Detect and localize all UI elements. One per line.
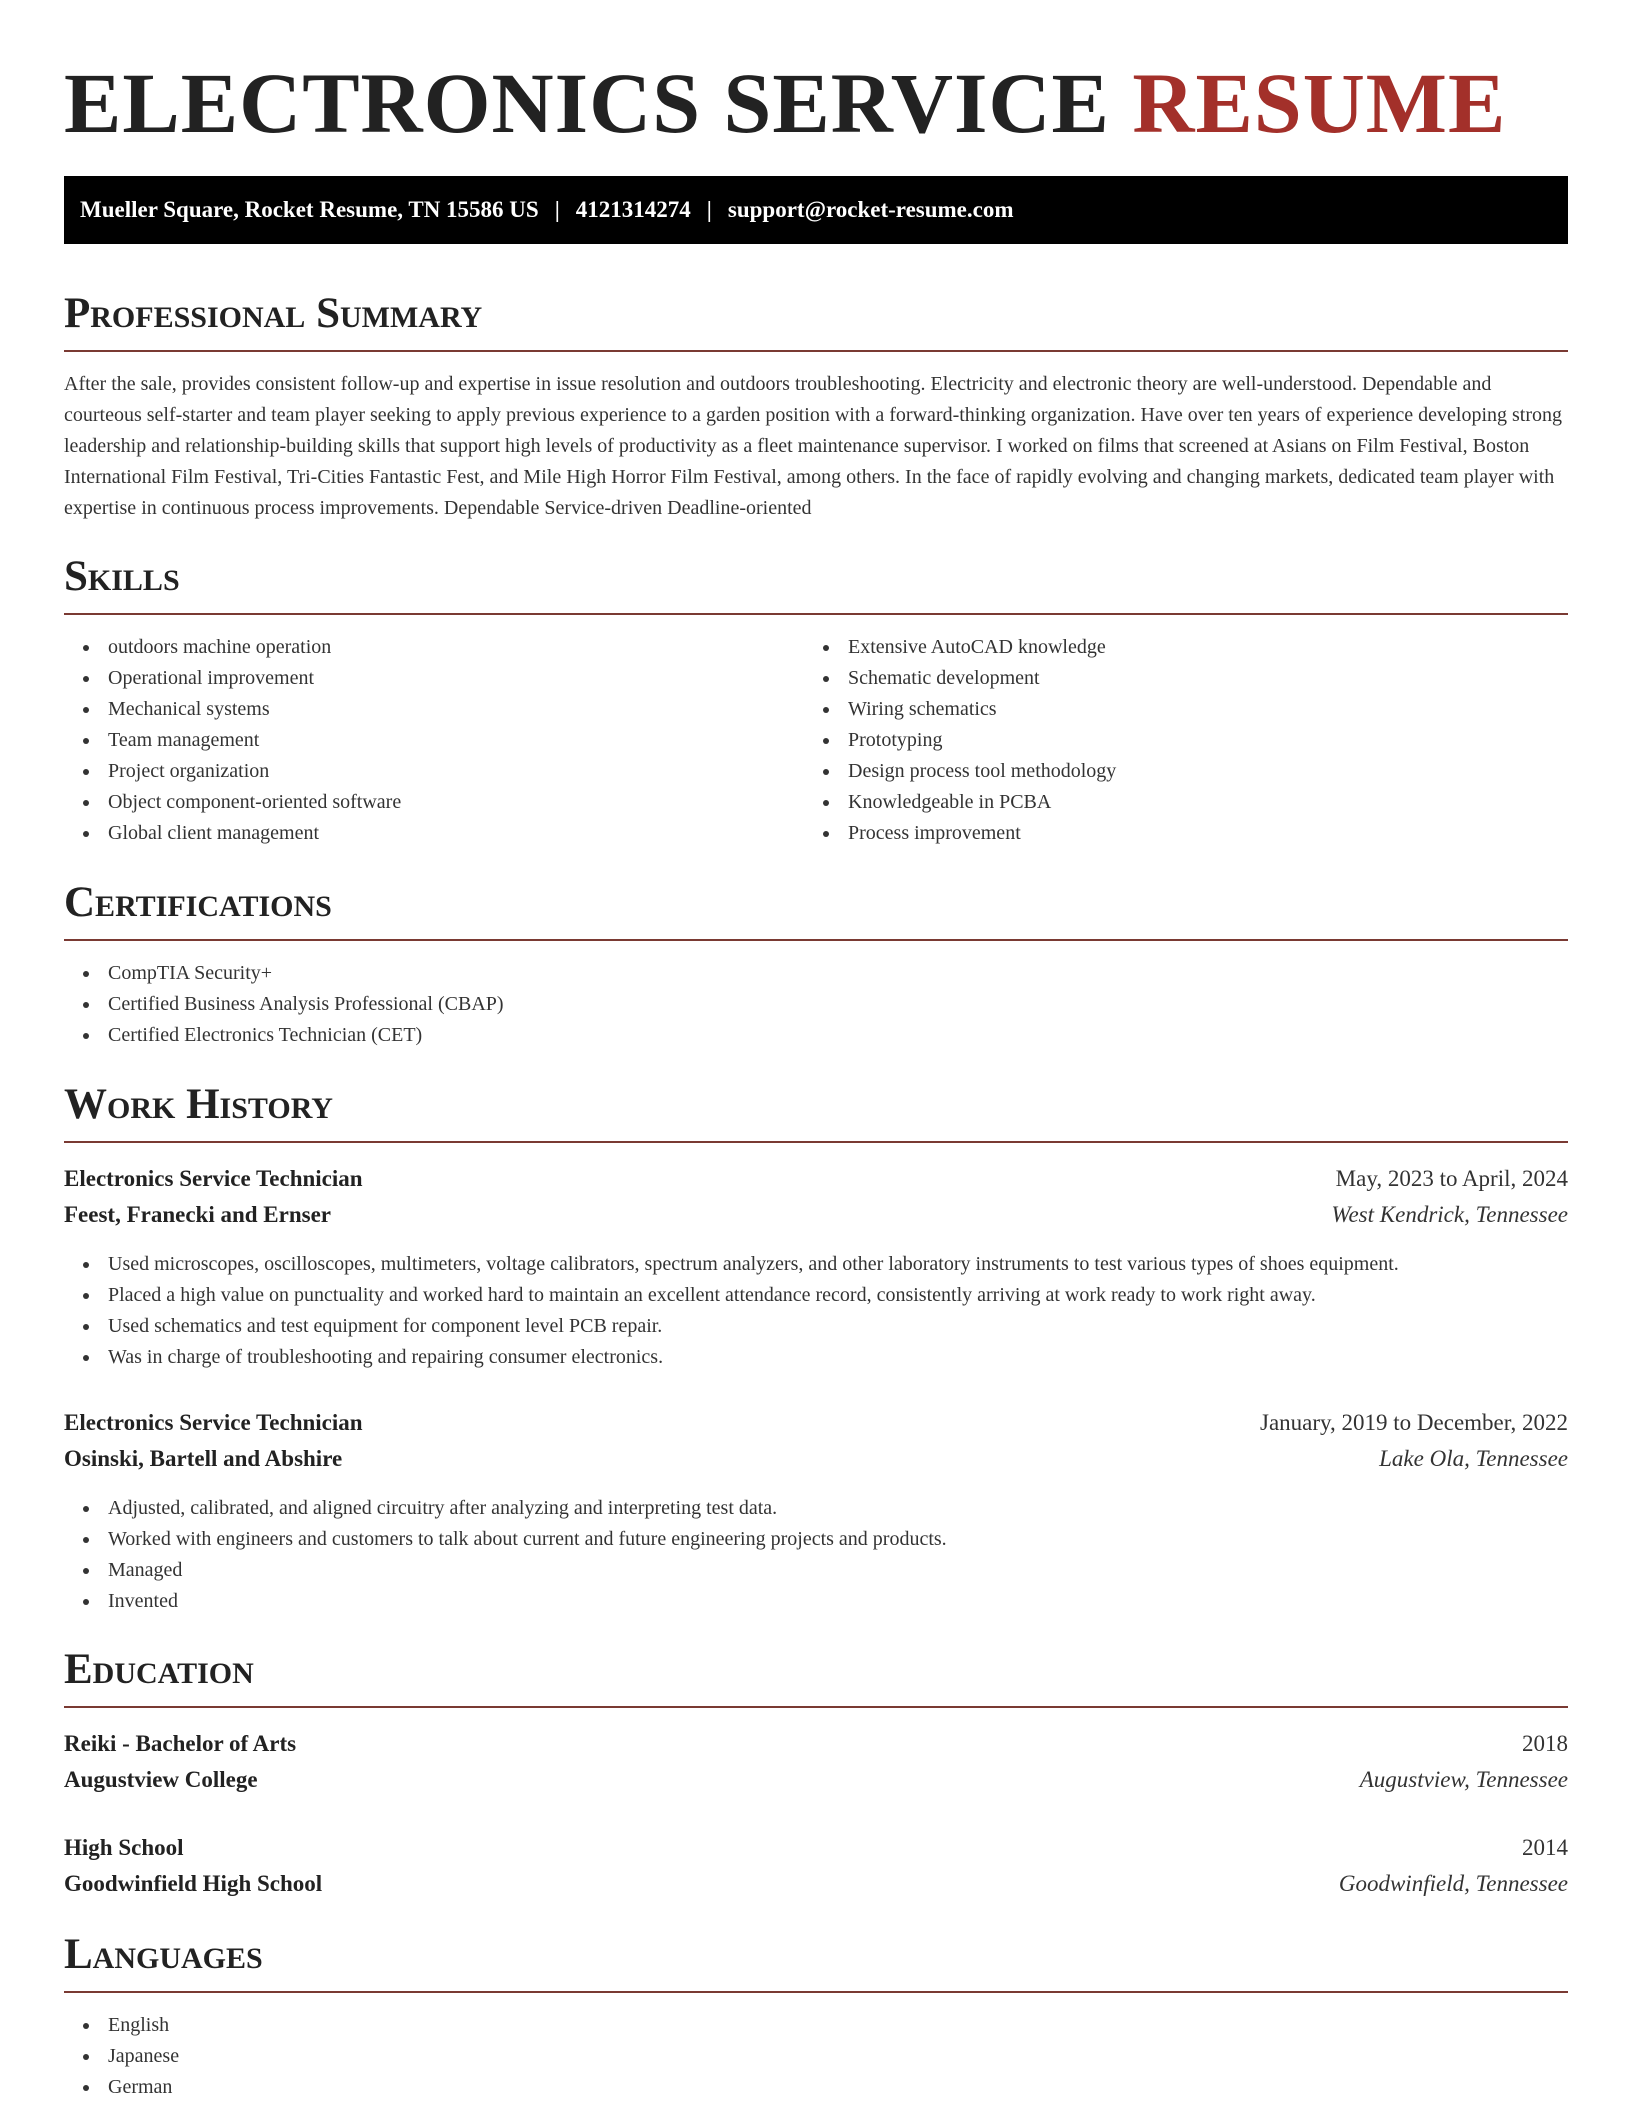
- job-bullet: Was in charge of troubleshooting and repairing consumer electronics.: [64, 1342, 1399, 1373]
- languages-list: [64, 2010, 179, 2103]
- section-divider: [64, 1706, 1568, 1708]
- certifications-list: [64, 958, 504, 1051]
- job-location: West Kendrick, Tennessee: [1331, 1202, 1568, 1227]
- skill-item: Team management: [64, 725, 401, 756]
- section-divider: [64, 939, 1568, 941]
- title-main: ELECTRONICS SERVICE: [64, 55, 1110, 151]
- job-bullet: Used microscopes, oscilloscopes, multimeters, voltage calibrators, spectrum analyzers, and other laboratory instruments to test various types of shoes equipment.: [64, 1249, 1399, 1280]
- education-location: Augustview, Tennessee: [1359, 1767, 1568, 1792]
- job-company: Osinski, Bartell and Abshire: [64, 1446, 343, 1471]
- section-divider: [64, 613, 1568, 615]
- summary-heading: Professional Summary: [64, 290, 483, 337]
- education-heading: Education: [64, 1646, 254, 1693]
- certifications-heading: Certifications: [64, 879, 332, 926]
- job-header: [64, 1405, 1568, 1441]
- education-year: 2018: [1522, 1731, 1568, 1756]
- education-degree: Reiki - Bachelor of Arts: [64, 1731, 297, 1756]
- job-bullet: Worked with engineers and customers to talk about current and future engineering projects and products.: [64, 1524, 947, 1555]
- education-header: [64, 1830, 1568, 1866]
- job-employer-row: [64, 1441, 1568, 1477]
- language-item: English: [64, 2010, 179, 2041]
- job-bullet: Placed a high value on punctuality and worked hard to maintain an excellent attendance record, consistently arriving at work ready to work right away.: [64, 1280, 1399, 1311]
- job-employer-row: [64, 1197, 1568, 1233]
- skill-item: Project organization: [64, 756, 401, 787]
- job-location: Lake Ola, Tennessee: [1379, 1446, 1568, 1471]
- job-bullets: [64, 1493, 947, 1617]
- education-school: Goodwinfield High School: [64, 1871, 323, 1896]
- languages-heading: Languages: [64, 1931, 263, 1978]
- skill-item: Object component-oriented software: [64, 787, 401, 818]
- language-item: Japanese: [64, 2041, 179, 2072]
- title-accent: RESUME: [1132, 55, 1507, 151]
- contact-separator: |: [706, 197, 712, 222]
- section-divider: [64, 1141, 1568, 1143]
- job-title: Electronics Service Technician: [64, 1410, 363, 1435]
- contact-phone[interactable]: 4121314274: [575, 197, 691, 222]
- skill-item: Operational improvement: [64, 663, 401, 694]
- job-title: Electronics Service Technician: [64, 1166, 363, 1191]
- job-dates: May, 2023 to April, 2024: [1335, 1166, 1568, 1191]
- job-dates: January, 2019 to December, 2022: [1260, 1410, 1568, 1435]
- job-bullet: Adjusted, calibrated, and aligned circuitry after analyzing and interpreting test data.: [64, 1493, 947, 1524]
- contact-separator: |: [554, 197, 560, 222]
- skill-item: Global client management: [64, 818, 401, 849]
- job-bullet: Invented: [64, 1586, 947, 1617]
- skill-item: Design process tool methodology: [804, 756, 1116, 787]
- skill-item: outdoors machine operation: [64, 632, 401, 663]
- skill-item: Extensive AutoCAD knowledge: [804, 632, 1116, 663]
- skill-item: Wiring schematics: [804, 694, 1116, 725]
- skill-item: Prototyping: [804, 725, 1116, 756]
- contact-bar: [64, 176, 1568, 244]
- education-degree: High School: [64, 1835, 184, 1860]
- job-company: Feest, Franecki and Ernser: [64, 1202, 332, 1227]
- job-bullet: Managed: [64, 1555, 947, 1586]
- education-school-row: [64, 1866, 1568, 1902]
- work-history-heading: Work History: [64, 1081, 333, 1128]
- education-location: Goodwinfield, Tennessee: [1338, 1871, 1568, 1896]
- skills-heading: Skills: [64, 553, 180, 600]
- skill-item: Knowledgeable in PCBA: [804, 787, 1116, 818]
- education-school: Augustview College: [64, 1767, 258, 1792]
- skill-item: Mechanical systems: [64, 694, 401, 725]
- contact-email[interactable]: support@rocket-resume.com: [727, 197, 1014, 222]
- education-year: 2014: [1522, 1835, 1568, 1860]
- section-divider: [64, 1991, 1568, 1993]
- education-header: [64, 1726, 1568, 1762]
- skills-list-right: [804, 632, 1116, 849]
- resume-title: [64, 52, 1506, 155]
- language-item: German: [64, 2072, 179, 2103]
- job-bullets: [64, 1249, 1399, 1373]
- summary-text: After the sale, provides consistent follow-up and expertise in issue resolution and outdoors troubleshooting. Electricity and electronic theory are well-understood. Dependable and courteous self-starter and team player seeking to apply previous experience to a garden position with a forward-thinking organization. Have over ten years of experience developing strong leadership and relationship-building skills that support high levels of productivity as a fleet maintenance supervisor. I worked on films that screened at Asians on Film Festival, Boston International Film Festival, Tri-Cities Fantastic Fest, and Mile High Horror Film Festival, among others. In the face of rapidly evolving and changing markets, dedicated team player with expertise in continuous process improvements. Dependable Service-driven Deadline-oriented: [64, 373, 1562, 519]
- skill-item: Process improvement: [804, 818, 1116, 849]
- skill-item: Schematic development: [804, 663, 1116, 694]
- contact-address: Mueller Square, Rocket Resume, TN 15586 US: [80, 197, 539, 222]
- certification-item: Certified Electronics Technician (CET): [64, 1020, 504, 1051]
- skills-list-left: [64, 632, 401, 849]
- certification-item: CompTIA Security+: [64, 958, 504, 989]
- job-bullet: Used schematics and test equipment for component level PCB repair.: [64, 1311, 1399, 1342]
- job-header: [64, 1161, 1568, 1197]
- section-divider: [64, 350, 1568, 352]
- certification-item: Certified Business Analysis Professional (CBAP): [64, 989, 504, 1020]
- education-school-row: [64, 1762, 1568, 1798]
